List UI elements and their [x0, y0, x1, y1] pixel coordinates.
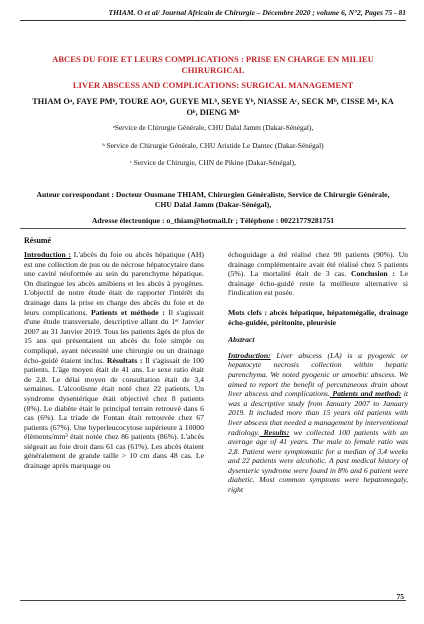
conclusion-label: Conclusion :	[346, 269, 396, 279]
footer-divider	[20, 600, 406, 601]
resume-continuation	[228, 250, 408, 298]
abstract-intro-label: Introduction:	[228, 350, 271, 360]
article-title-english: LIVER ABSCESS AND COMPLICATIONS: SURGICAL MANAGEMENT	[72, 80, 354, 90]
abstract-heading: Abstract	[228, 335, 255, 345]
running-header: THIAM. O et al/ Journal Africain de Chirurgie – Décembre 2020 ; volume 6, N°2, Pages 75 - 81	[20, 8, 406, 21]
results-label: Résultats :	[104, 355, 143, 365]
affiliation-c: ᶜ Service de Chirurgie, CHN de Pikine (Dakar-Sénégal),	[129, 158, 296, 167]
patients-label: Patients et méthode :	[87, 307, 165, 317]
affiliation-a: ᵃService de Chirurgie Générale, CHU Dalal Jamm (Dakar-Sénégal),	[112, 123, 314, 132]
resume-heading: Résumé	[24, 236, 52, 245]
abstract-results-label: Results:	[259, 427, 290, 437]
keywords-block	[228, 308, 408, 327]
page-number: 75	[396, 592, 404, 601]
affiliation-b: ᵇ Service de Chirurgie Générale, CHU Aristide Le Dantec (Dakar-Sénégal)	[102, 141, 324, 150]
keywords-label: Mots clefs :	[228, 307, 267, 317]
article-title-french: ABCES DU FOIE ET LEURS COMPLICATIONS : PRISE EN CHARGE EN MILIEU CHIRURGICAL	[52, 54, 374, 75]
contact-line: Adresse électronique : o_thiam@hotmail.fr ; Téléphone : 00221779281751	[91, 216, 335, 225]
right-column	[228, 250, 408, 590]
abstract-paragraph	[228, 351, 408, 495]
abstract-patients-label: Patients and method:	[329, 389, 402, 399]
results-text: Il s'agissait de 100 patients. L'âge moyen était de 41 ans. Le sexe ratio était de 2,8. Le délai moyen de consultation était de 3,4 semaines. L'alcoolisme était noté chez 22 patients. Un syndrome dysentérique était objectivé chez 8 patients (8%). Le diabète était le principal terrain retrouvé dans 6 cas (6%). La triade de Fontan était retrouvée chez 67 patients (67%). Une hyperleucocytose supérieure à 10000 éléments/mm³ était notée chez 86 patients (86%). L'abcès siégeait au foie droit dans 61 cas (61%). Les abcès étaient généralement de grande taille > 10 cm dans 48 cas. Le drainage après marquage ou	[24, 355, 204, 471]
abstract-results-text: we collected 100 patients with an average age of 41 years. The male to female ratio was 2,8. Patient were symptomatic for a median of 3,4 weeks and 22 patients were alcoholic. A past medical history of dysenteric syndrome were found in 8% and 6 patient were diabetic. Most common symptoms were hepatomegaly, right	[228, 427, 408, 495]
abstract-intro-text: Liver abscess (LA) is a pyogenic or hepatocyte necrosis collection within hepatic parenchyma. We noted pyogenic or amoebic abscess. We aimed to report the benefit of percutaneous drain about liver abscess and complications.	[228, 350, 408, 399]
corresponding-author: Auteur correspondant : Docteur Ousmane THIAM, Chirurgien Généraliste, Service de Chirurgie Générale, CHU Dalal Jamm (Dakar-Sénégal),	[36, 190, 390, 209]
patients-text: Il s'agissait d'une étude transversale, descriptive allant du 1ᵉʳ Janvier 2007 au 31 Janvier 2019. Tous les patients âgés de plus de 15 ans qui présentaient un abcès du foie simple ou compliqué, ayant nécessité une chirurgie ou un drainage écho-guidé étaient inclus.	[24, 307, 204, 365]
section-divider	[20, 228, 406, 229]
resume-paragraph	[24, 250, 204, 471]
abstract-patients-text: it was a descriptive study from January 2007 to January 2019. It included more than 15 years old patients with liver abscess that needed a management by interventional radiology.	[228, 389, 408, 437]
intro-text: L'abcès du foie ou abcès hépatique (AH) est une collection de pus ou de nécrose hépatocytaire dans une cavité néoformée au sein du parenchyme hépatique. On distingue les abcès amibiens et les abcès à pyogènes. L'objectif de notre étude était de rapporter l'intérêt du drainage dans la prise en charge des abcès du foie et de leurs complications.	[24, 250, 204, 317]
keywords-text: abcès hépatique, hépatomégalie, drainage écho-guidée, péritonite, pleurésie	[228, 307, 408, 327]
intro-label: Introduction :	[24, 250, 72, 259]
continuation-text: échoguidage a été réalisé chez 90 patients (90%). Un drainage complémentaire avait été réalisé chez 5 patients (5%). La mortalité était de 3 cas.	[228, 250, 408, 279]
left-column	[24, 250, 204, 590]
conclusion-text: Le drainage écho-guidé reste la meilleure alternative si l'indication est posée.	[228, 269, 408, 298]
author-list: THIAM Oᵃ, FAYE PMᵇ, TOURE AOᵇ, GUEYE MLᵇ, SEYE Yᵇ, NIASSE Aᶜ, SECK Mᵇ, CISSE Mᵃ, KA Oᵇ, DIENG Mᵇ	[32, 97, 394, 117]
